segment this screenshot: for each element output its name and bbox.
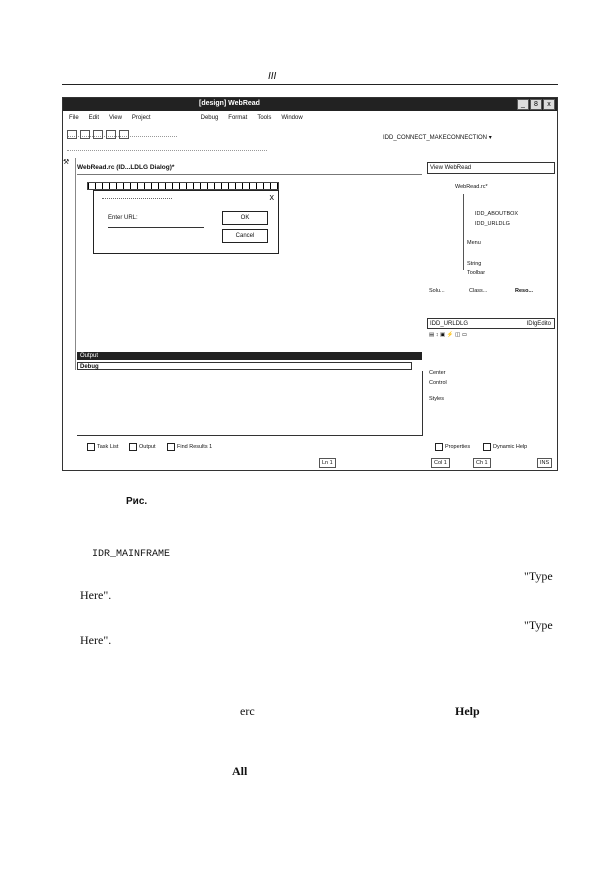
- prop-center[interactable]: Center: [429, 370, 446, 376]
- tab-output[interactable]: [129, 443, 156, 451]
- tab-output-label: Output: [139, 444, 156, 450]
- task-list-icon: [87, 443, 95, 451]
- word-help: Help: [455, 704, 480, 718]
- tree-item-toolbar[interactable]: Toolbar: [467, 270, 486, 276]
- menu-window[interactable]: Window: [281, 114, 303, 121]
- output-pane: [77, 371, 423, 436]
- tree-item-menu[interactable]: Menu: [467, 240, 481, 246]
- tab-properties-label: Properties: [445, 444, 471, 450]
- open-file-icon[interactable]: [93, 130, 103, 139]
- properties-object: IDD_URLDLG: [430, 321, 469, 327]
- tab-resource-view[interactable]: Reso...: [515, 288, 534, 294]
- ide-screenshot: [62, 97, 558, 471]
- menu-edit[interactable]: Edit: [88, 114, 100, 121]
- close-button[interactable]: x: [543, 99, 555, 110]
- tree-item-urldlg[interactable]: IDD_URLDLG: [475, 221, 510, 227]
- tree-guide: [463, 194, 464, 270]
- word-erc: erc: [240, 704, 255, 718]
- tree-item-aboutbox[interactable]: IDD_ABOUTBOX: [475, 211, 519, 217]
- toolbar-standard: [67, 126, 177, 137]
- toolbox-icon[interactable]: ⚒: [63, 159, 70, 166]
- code-term: IDR_MAINFRAME: [92, 549, 171, 560]
- header-rule: [62, 84, 558, 85]
- type-here-quote-1a: "Type: [524, 569, 553, 583]
- minimize-button[interactable]: _: [517, 99, 529, 110]
- tab-task-list-label: Task List: [97, 444, 119, 450]
- save-icon[interactable]: [106, 130, 116, 139]
- url-dialog[interactable]: [93, 190, 279, 254]
- properties-type: IDlgEdito: [526, 321, 551, 327]
- combo-text: IDD_CONNECT_MAKECONNECTION: [383, 135, 488, 141]
- help-icon: [483, 443, 491, 451]
- tab-dynamic-help-label: Dynamic Help: [493, 444, 528, 450]
- toolbar-layout: [67, 140, 267, 151]
- status-ch: Ch 1: [473, 458, 491, 468]
- dialog-close-icon[interactable]: x: [269, 192, 274, 202]
- resource-view-header: View WebRead: [427, 162, 555, 174]
- dialog-caption: [102, 194, 172, 199]
- window-title: [design] WebRead: [199, 100, 260, 107]
- tab-find-results[interactable]: [167, 443, 212, 451]
- prop-control[interactable]: Control: [429, 380, 447, 386]
- url-edit-field[interactable]: [108, 227, 204, 228]
- add-item-icon[interactable]: [80, 130, 90, 139]
- tab-class-view[interactable]: Class...: [469, 288, 488, 294]
- new-project-icon[interactable]: [67, 130, 77, 139]
- output-source-select[interactable]: Debug: [77, 362, 412, 370]
- tab-properties[interactable]: [435, 443, 470, 451]
- menu-file[interactable]: File: [69, 114, 79, 121]
- toolbox-strip[interactable]: [63, 158, 76, 370]
- output-icon: [129, 443, 137, 451]
- ok-button[interactable]: OK: [222, 211, 268, 225]
- tree-item-string[interactable]: String: [467, 261, 482, 267]
- type-here-quote-2a: "Type: [524, 618, 553, 632]
- dialog-id-combo[interactable]: [383, 134, 492, 141]
- status-ins: INS: [537, 458, 552, 468]
- document-tab[interactable]: WebRead.rc (ID...LDLG Dialog)*: [77, 164, 175, 171]
- tab-task-list[interactable]: [87, 443, 118, 451]
- resource-file-node[interactable]: WebRead.rc*: [455, 184, 488, 190]
- status-line: Ln 1: [319, 458, 336, 468]
- type-here-quote-1b: Here".: [80, 588, 112, 602]
- output-title: Output: [77, 352, 422, 360]
- menu-project[interactable]: Project: [131, 114, 151, 121]
- title-bar: [63, 98, 557, 111]
- tab-dynamic-help[interactable]: [483, 443, 527, 451]
- type-here-quote-2b: Here".: [80, 633, 112, 647]
- properties-toolbar: ▤ ↕ ▣ ⚡ ◫ ▭: [429, 332, 468, 338]
- menu-format[interactable]: Format: [228, 114, 248, 121]
- page-number: III: [268, 71, 277, 82]
- properties-object-select[interactable]: [427, 318, 555, 329]
- url-label: Enter URL:: [108, 215, 138, 221]
- save-all-icon[interactable]: [119, 130, 129, 139]
- figure-caption: Рис.: [126, 496, 148, 507]
- maximize-button[interactable]: 8: [530, 99, 542, 110]
- menu-bar: [63, 112, 558, 123]
- properties-icon: [435, 443, 443, 451]
- tab-solution[interactable]: Solu...: [429, 288, 445, 294]
- find-results-icon: [167, 443, 175, 451]
- chevron-down-icon[interactable]: ▾: [488, 135, 492, 141]
- prop-styles[interactable]: Styles: [429, 396, 444, 402]
- menu-view[interactable]: View: [109, 114, 122, 121]
- cancel-button[interactable]: Cancel: [222, 229, 268, 243]
- tab-find-results-label: Find Results 1: [177, 444, 213, 450]
- menu-debug[interactable]: Debug: [200, 114, 219, 121]
- menu-tools[interactable]: Tools: [257, 114, 272, 121]
- status-col: Col 1: [431, 458, 450, 468]
- word-all: All: [232, 764, 248, 778]
- dialog-ruler: [87, 182, 279, 190]
